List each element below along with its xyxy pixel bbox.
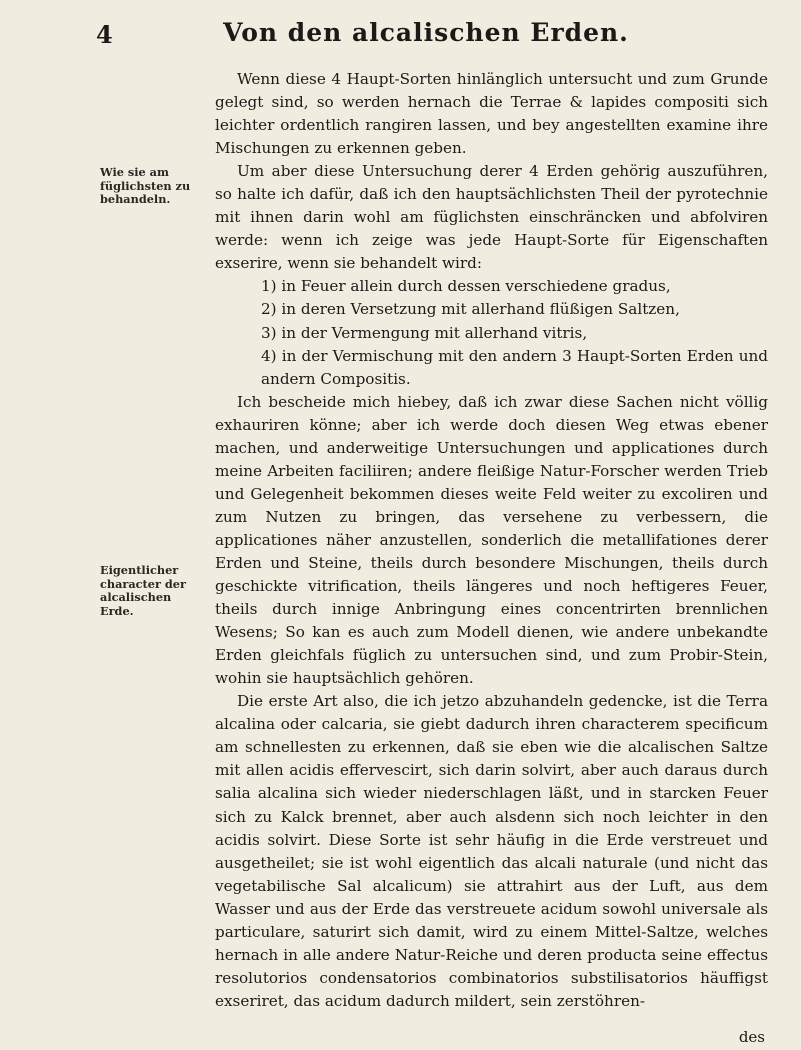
margin-note-character xyxy=(100,564,206,618)
margin-note-line: Wie sie am xyxy=(100,165,169,179)
list-item: 2) in deren Versetzung mit allerhand flüßigen Saltzen, xyxy=(261,300,680,319)
paragraph-3: Ich bescheide mich hiebey, daß ich zwar diese Sachen nicht völlig exhauriren könne; aber ich werde doch diesen Weg etwas ebener machen, und anderweitige Untersuchungen und applicationes durch meine Arbeiten faciliiren; andere fleißige Natur-Forscher werden Trieb und Gelegenheit bekommen dieses weite Feld weiter zu excoliren und zum Nutzen zu bringen, das versehene zu verbessern, die applicationes näher anzustellen, sonderlich die metallifationes derer Erden und Steine, theils durch besondere Mischungen, theils durch geschickte vitrification, theils längeres und noch heftigeres Feuer, theils durch innige Anbringung eines concentrirten brennlichen Wesens; So kan es auch zum Modell dienen, wie andere unbekandte Erden gleichfals füglich zu untersuchen sind, und zum Probir-Stein, wohin sie hauptsächlich gehören. xyxy=(215,392,768,688)
margin-note-line: Erde. xyxy=(100,603,134,618)
margin-note-line: alcalischen xyxy=(100,590,172,604)
treatment-list xyxy=(215,275,768,390)
main-text xyxy=(215,68,768,1013)
catchword: des xyxy=(738,1028,765,1046)
paragraph-2: Um aber diese Untersuchung derer 4 Erden gehörig auszuführen, so halte ich dafür, daß ich den hauptsächlichsten Theil der pyrotechnie mit ihnen darin wohl am füglichsten einschräncken und abfolviren werde: wenn ich zeige was jede Haupt-Sorte für Eigenschaften exserire, wenn sie behandelt wird: xyxy=(215,162,768,273)
list-item: 3) in der Vermengung mit allerhand vitris, xyxy=(261,323,588,342)
margin-note-handling xyxy=(100,166,206,207)
list-item: 1) in Feuer allein durch dessen verschiedene gradus, xyxy=(261,277,671,296)
paragraph-1: Wenn diese 4 Haupt-Sorten hinlänglich untersucht und zum Grunde gelegt sind, so werden hernach die Terrae & lapides compositi sich leichter ordentlich rangiren lassen, und bey angestellten examine ihre Mischungen zu erkennen geben. xyxy=(215,70,768,158)
margin-note-line: füglichsten zu xyxy=(100,178,191,193)
margin-note-line: behandeln. xyxy=(100,192,171,206)
page-number: 4 xyxy=(96,20,113,49)
page-header xyxy=(96,18,756,54)
running-title: Von den alcalischen Erden. xyxy=(223,18,629,47)
list-item: 4) in der Vermischung mit den andern 3 Haupt-Sorten Erden und andern Compositis. xyxy=(261,346,768,388)
paragraph-4: Die erste Art also, die ich jetzo abzuhandeln gedencke, ist die Terra alcalina oder calcaria, sie giebt dadurch ihren characterem specificum am schnellesten zu erkennen, daß sie eben wie die alcalischen Saltze mit allen acidis effervescirt, sich darin solvirt, aber auch daraus durch salia alcalina sich wieder niederschlagen läßt, und in starcken Feuer sich zu Kalck brennet, aber auch alsdenn sich noch leichter in den acidis solvirt. Diese Sorte ist sehr häufig in die Erde verstreuet und ausgetheilet; sie ist wohl eigentlich das alcali naturale (und nicht das vegetabilische Sal alcalicum) sie attrahirt aus der Luft, aus dem Wasser und aus der Erde das verstreuete acidum sowohl universale als particulare, saturirt sich damit, wird zu einem Mittel-Saltze, welches hernach in alle andere Natur-Reiche und deren producta seine effectus resolutorios condensatorios combinatorios substilisatorios häuffigst exseriret, das acidum dadurch mildert, sein zerstöhren- xyxy=(215,692,768,1010)
margin-note-line: Eigentlicher xyxy=(100,563,179,577)
margin-note-line: character der xyxy=(100,576,186,591)
